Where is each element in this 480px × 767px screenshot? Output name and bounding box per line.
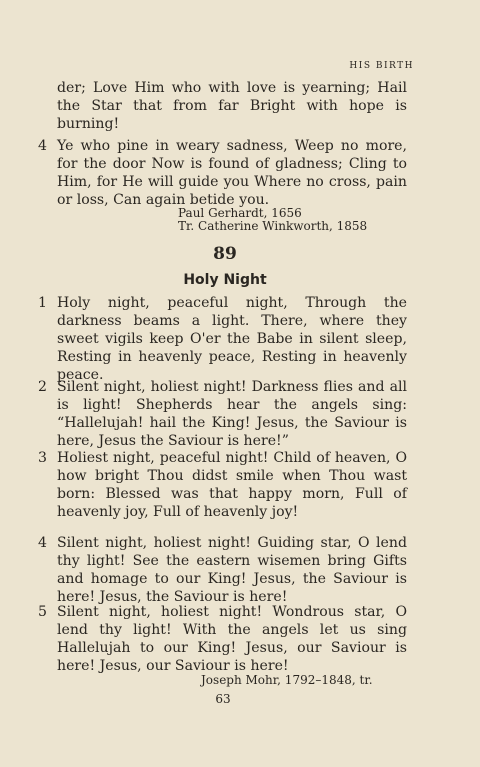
stanza-number: 4: [38, 138, 47, 154]
stanza-text: Silent night, holiest night! Darkness flies and all is light! Shepherds hear the angels sing: “Hallelujah! hail the King! Jesus, the Saviour is here, Jesus the Saviour is here!”: [57, 379, 407, 450]
stanza-number: 3: [38, 450, 47, 466]
page-number: 63: [215, 692, 231, 706]
stanza-text: Silent night, holiest night! Guiding star, O lend thy light! See the eastern wisemen bring Gifts and homage to our King! Jesus, the Saviour is here! Jesus, the Saviour is here!: [57, 535, 407, 606]
running-head: HIS BIRTH: [349, 61, 414, 71]
previous-hymn-continuation: der; Love Him who with love is yearning; Hail the Star that from far Bright with hope is burning!: [57, 80, 407, 133]
stanza-number: 1: [38, 295, 47, 311]
stanza-text: Holiest night, peaceful night! Child of heaven, O how bright Thou didst smile when Thou wast born: Blessed was that happy morn, Full of heavenly joy, Full of heavenly joy!: [57, 450, 407, 521]
stanza-text: Holy night, peaceful night, Through the darkness beams a light. There, where they sweet vigils keep O'er the Babe in silent sleep, Resting in heavenly peace, Resting in heavenly peace.: [57, 295, 407, 384]
hymn-number: 89: [213, 244, 237, 264]
hymn-credit: Joseph Mohr, 1792–1848, tr.: [201, 673, 373, 687]
stanza-number: 5: [38, 604, 47, 620]
stanza-text: Silent night, holiest night! Wondrous star, O lend thy light! With the angels let us sing Hallelujah to our King! Jesus, our Saviour is here! Jesus, our Saviour is here!: [57, 604, 407, 675]
translator-credit: Tr. Catherine Winkworth, 1858: [178, 219, 368, 233]
hymn-title: Holy Night: [183, 272, 267, 288]
stanza-text: Ye who pine in weary sadness, Weep no more, for the door Now is found of gladness; Cling to Him, for He will guide you Where no cross, pain or loss, Can again betide you.: [57, 138, 407, 209]
stanza-number: 2: [38, 379, 47, 395]
author-credit: Paul Gerhardt, 1656: [178, 206, 302, 220]
stanza-number: 4: [38, 535, 47, 551]
